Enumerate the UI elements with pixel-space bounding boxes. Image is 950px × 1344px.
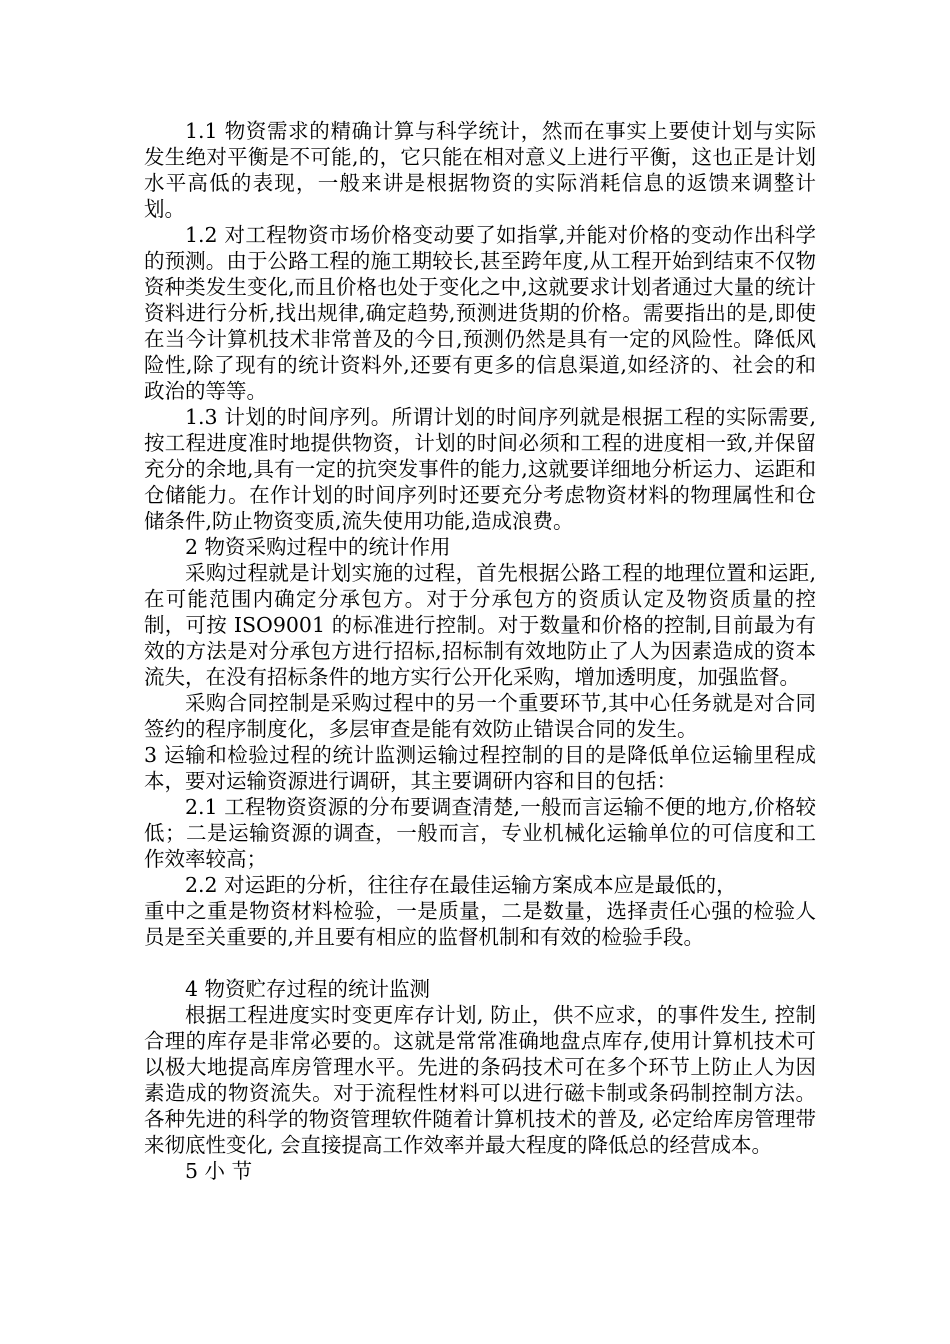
- blank-line: [144, 950, 816, 976]
- document-body: [144, 118, 816, 1184]
- section-heading-2: 2 物资采购过程中的统计作用: [185, 535, 451, 559]
- paragraph-storage: 根据工程进度实时变更库存计划, 防止，供不应求，的事件发生, 控制合理的库存是非常必要的。这就是常常准确地盘点库存,使用计算机技术可以极大地提高库房管理水平。先进的条码技术可在多个环节上防止人为因素造成的物资流失。对于流程性材料可以进行磁卡制或条码制控制方法。各种先进的科学的物资管理软件随着计算机技术的普及, 必定给库房管理带来彻底性变化, 会直接提高工作效率并最大程度的降低总的经营成本。: [144, 1003, 816, 1157]
- paragraph-2-2: 2.2 对运距的分析，往往存在最佳运输方案成本应是最低的，: [185, 873, 737, 897]
- section-heading-5: 5 小 节: [185, 1159, 253, 1183]
- paragraph-1-2: 1.2 对工程物资市场价格变动要了如指掌,并能对价格的变动作出科学的预测。由于公路工程的施工期较长,甚至跨年度,从工程开始到结束不仅物资种类发生变化,而且价格也处于变化之中,这就要求计划者通过大量的统计资料进行分析,找出规律,确定趋势,预测进货期的价格。需要指出的是,即使在当今计算机技术非常普及的今日,预测仍然是具有一定的风险性。降低风险性,除了现有的统计资料外,还要有更多的信息渠道,如经济的、社会的和政治的等等。: [144, 223, 816, 403]
- paragraph-transport: 3 运输和检验过程的统计监测运输过程控制的目的是降低单位运输里程成本，要对运输资源进行调研，其主要调研内容和目的包括：: [144, 743, 816, 793]
- paragraph-contract: 采购合同控制是采购过程中的另一个重要环节,其中心任务就是对合同签约的程序制度化，多层审查是能有效防止错误合同的发生。: [144, 691, 816, 741]
- paragraph-procurement: 采购过程就是计划实施的过程，首先根据公路工程的地理位置和运距,在可能范围内确定分承包方。对于分承包方的资质认定及物资质量的控制，可按 ISO9001 的标准进行控制。对于数量和价格的控制,目前最为有效的方法是对分承包方进行招标,招标制有效地防止了人为因素造成的资本流失，在没有招标条件的地方实行公开化采购，增加透明度，加强监督。: [144, 561, 816, 689]
- paragraph-2-1: 2.1 工程物资资源的分布要调查清楚,一般而言运输不便的地方,价格较低；二是运输资源的调查，一般而言，专业机械化运输单位的可信度和工作效率较高；: [144, 795, 816, 871]
- paragraph-1-3: 1.3 计划的时间序列。所谓计划的时间序列就是根据工程的实际需要,按工程进度准时地提供物资，计划的时间必须和工程的进度相一致,并保留充分的余地,具有一定的抗突发事件的能力,这就要详细地分析运力、运距和仓储能力。在作计划的时间序列时还要充分考虑物资材料的物理属性和仓储条件,防止物资变质,流失使用功能,造成浪费。: [144, 405, 816, 533]
- paragraph-inspection: 重中之重是物资材料检验，一是质量，二是数量，选择责任心强的检验人员是至关重要的,并且要有相应的监督机制和有效的检验手段。: [144, 899, 816, 949]
- paragraph-1-1: 1.1 物资需求的精确计算与科学统计，然而在事实上要使计划与实际发生绝对平衡是不可能,的，它只能在相对意义上进行平衡，这也正是计划水平高低的表现，一般来讲是根据物资的实际消耗信息的返馈来调整计划。: [144, 119, 816, 221]
- section-heading-4: 4 物资贮存过程的统计监测: [185, 977, 431, 1001]
